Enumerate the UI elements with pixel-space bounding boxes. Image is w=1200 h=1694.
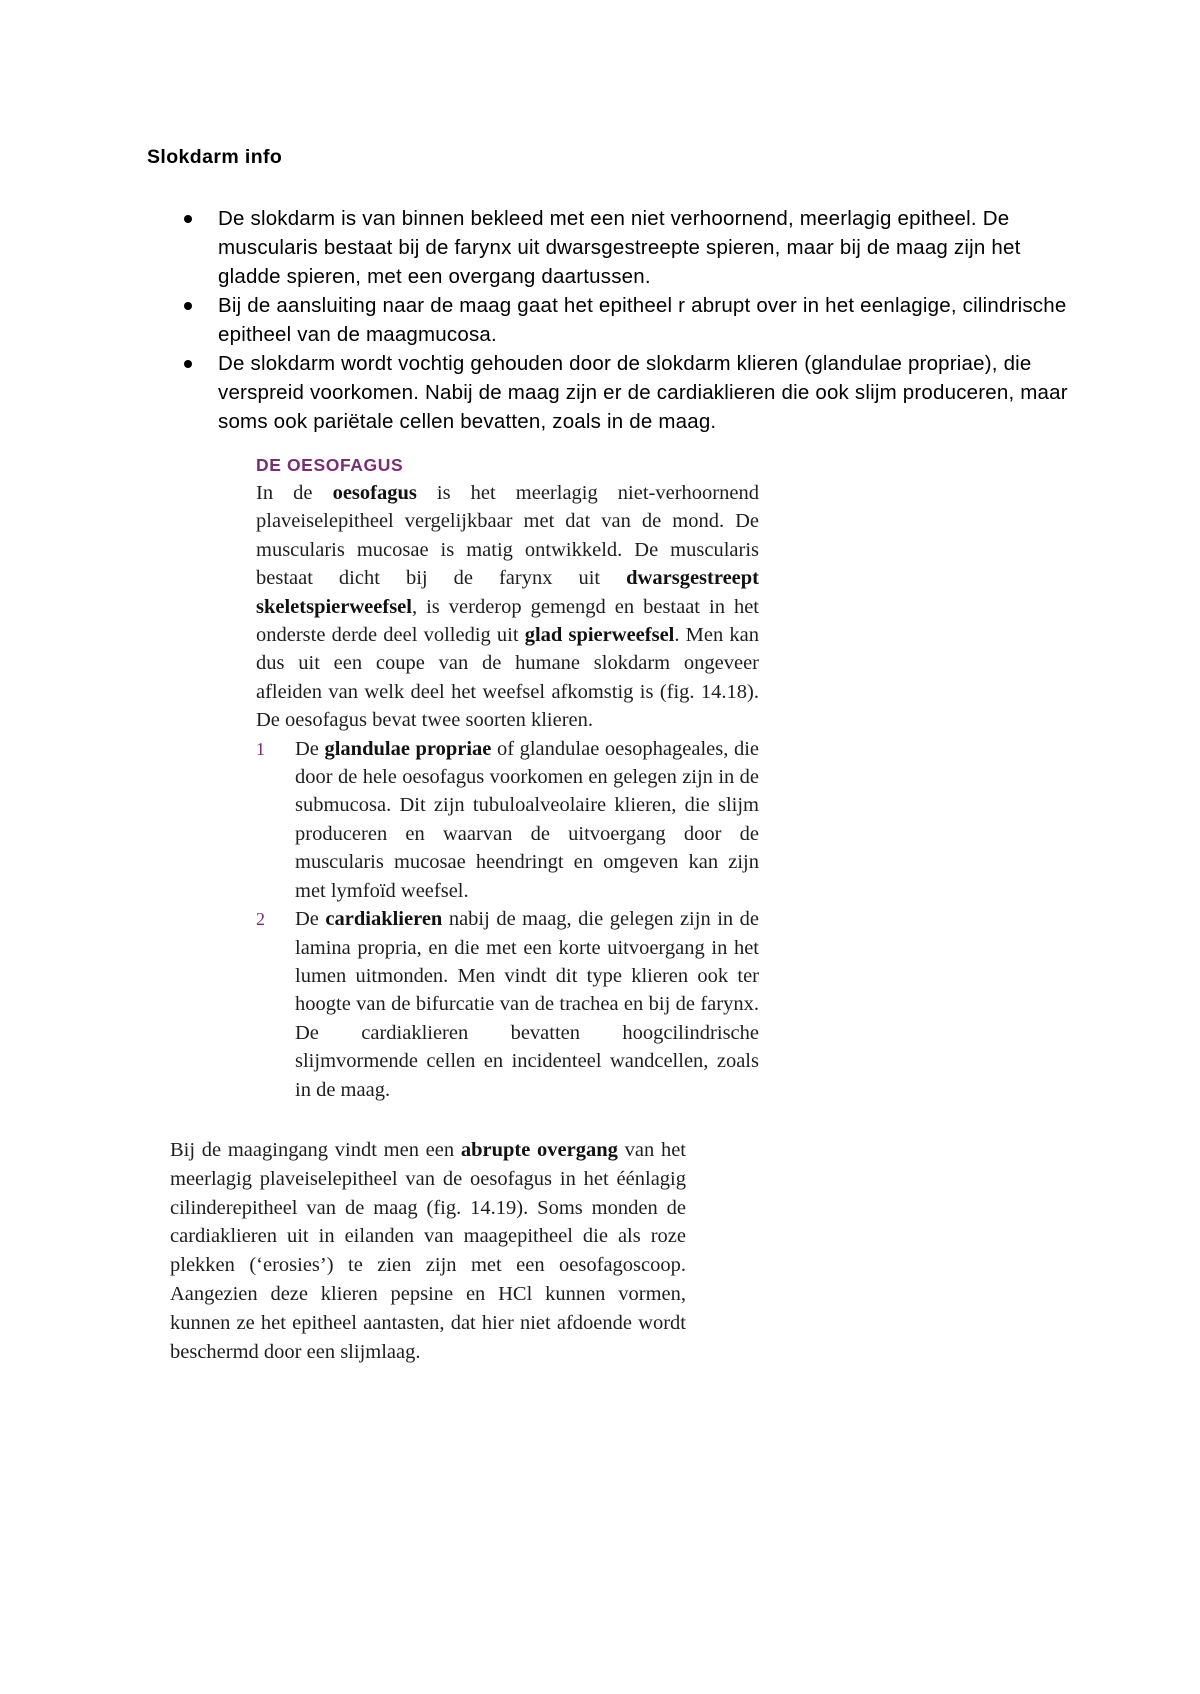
textbook-excerpt-2: [170, 1136, 686, 1366]
text-run: nabij de maag, die gelegen zijn in de lamina propria, en die met een korte uitvoergang in het lumen uitmonden. Men vindt dit type klieren ook ter hoogte van de bifurcatie van de trachea en bij de farynx. De cardiaklieren bevatten hoogcilindrische slijmvormende cellen en incidenteel wandcellen, zoals in de maag.: [295, 908, 759, 1101]
gland-item: [256, 905, 759, 1104]
item-number: 2: [256, 909, 265, 930]
bullet-icon: [184, 302, 192, 310]
textbook-excerpt: [256, 451, 759, 1104]
bold-term: glad spierweefsel: [524, 624, 675, 647]
bold-term: oesofagus: [332, 482, 417, 504]
gland-item: [256, 735, 759, 905]
text-run: is het meerlagig niet-verhoornend plaveiselepitheel vergelijkbaar met dat van de mond. De muscularis mucosae is matig ontwikkeld. De muscularis bestaat dicht bij de farynx uit: [256, 482, 759, 590]
bullet-item: [180, 349, 1080, 436]
text-run: of glandulae oesophageales, die door de hele oesofagus voorkomen en gelegen zijn in de submucosa. Dit zijn tubuloalveolaire klieren, die slijm produceren en waarvan de uitvoergang door de muscularis mucosae heendringt en omgeven kan zijn met lymfoïd weefsel.: [295, 737, 759, 902]
gland-list: [256, 735, 759, 1104]
bullet-item: [180, 204, 1080, 291]
bullet-icon: [184, 360, 192, 368]
bullet-item: [180, 291, 1080, 349]
document-title: Slokdarm info: [147, 146, 283, 168]
bullet-list: [180, 204, 1080, 436]
text-run: De: [295, 737, 325, 760]
excerpt-heading: DE OESOFAGUS: [256, 455, 404, 475]
bullet-text: Bij de aansluiting naar de maag gaat het epitheel r abrupt over in het eenlagige, cilindrische epitheel van de maagmucosa.: [218, 294, 1067, 346]
text-run: , is verderop gemengd en bestaat in het onderste derde deel volledig uit: [256, 595, 759, 647]
text-run: . Men kan dus uit een coupe van de humane slokdarm ongeveer afleiden van welk deel het weefsel afkomstig is (fig. 14.18). De oesofagus bevat twee soorten klieren.: [256, 624, 759, 732]
excerpt-paragraph: [256, 479, 759, 735]
bullet-text: De slokdarm is van binnen bekleed met een niet verhoornend, meerlagig epitheel. De muscularis bestaat bij de farynx uit dwarsgestreepte spieren, maar bij de maag zijn het gladde spieren, met een overgang daartussen.: [218, 207, 1021, 288]
bold-term: dwarsgestreept skeletspierweefsel: [256, 567, 759, 618]
bullet-text: De slokdarm wordt vochtig gehouden door de slokdarm klieren (glandulae propriae), die verspreid voorkomen. Nabij de maag zijn er de cardiaklieren die ook slijm produceren, maar soms ook pariëtale cellen bevatten, zoals in de maag.: [218, 352, 1068, 433]
text-run: van het meerlagig plaveiselepitheel van de oesofagus in het éénlagig cilinderepitheel van de maag (fig. 14.19). Soms monden de cardiaklieren uit in eilanden van maagepitheel die als roze plekken (‘erosies’) te zien zijn met een oesofagoscoop. Aangezien deze klieren pepsine en HCl kunnen vormen, kunnen ze het epitheel aantasten, dat hier niet afdoende wordt beschermd door een slijmlaag.: [170, 1139, 687, 1363]
bold-term: abrupte overgang: [460, 1139, 618, 1161]
text-run: Bij de maagingang vindt men een: [170, 1139, 461, 1161]
bold-term: cardiaklieren: [325, 908, 443, 931]
text-run: De: [295, 908, 326, 931]
bullet-icon: [184, 215, 192, 223]
bold-term: glandulae propriae: [324, 737, 492, 760]
text-run: In de: [256, 482, 333, 504]
item-number: 1: [256, 738, 265, 759]
